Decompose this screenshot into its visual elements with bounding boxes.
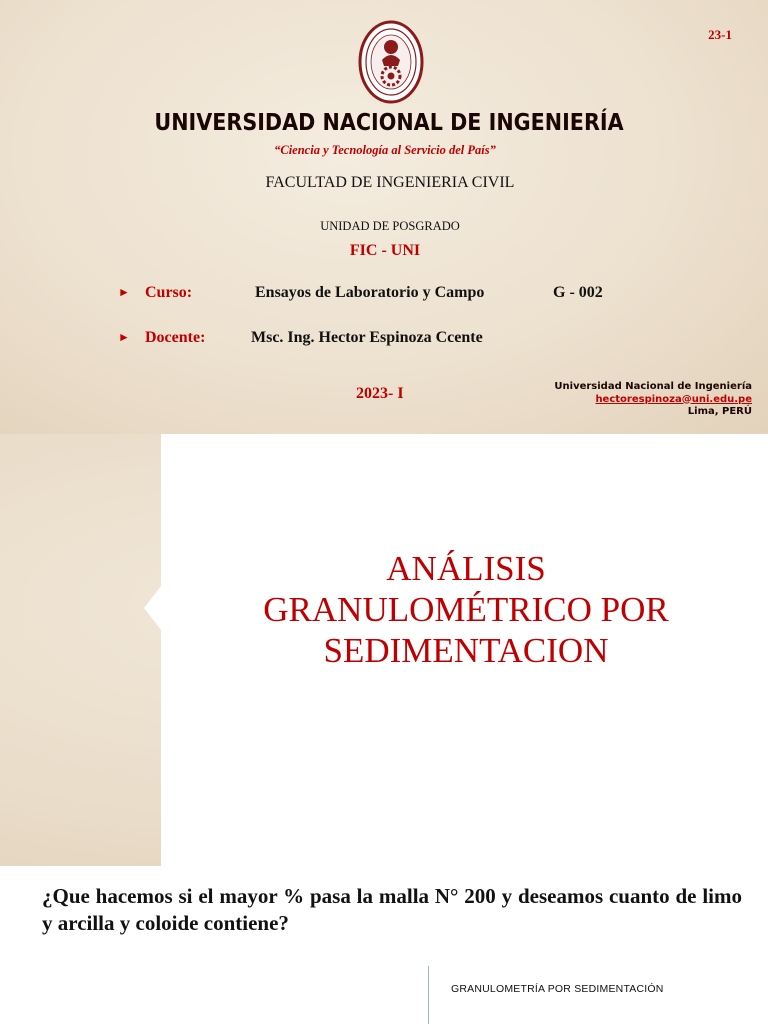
slide-title-line-1: ANÁLISIS <box>386 549 546 588</box>
slide-title-line-3: SEDIMENTACION <box>323 631 609 670</box>
slide-title <box>186 548 746 671</box>
cover-slide <box>0 0 768 434</box>
faculty-name: FACULTAD DE INGENIERIA CIVIL <box>265 174 515 191</box>
slide-title-line-2: GRANULOMÉTRICO POR <box>263 590 669 629</box>
course-group: G - 002 <box>553 284 603 301</box>
academic-year: 2023- I <box>356 385 404 402</box>
course-label: Curso: <box>145 284 193 301</box>
university-name: UNIVERSIDAD NACIONAL DE INGENIERÍA <box>154 110 624 136</box>
question-text: ¿Que hacemos si el mayor % pasa la malla N° 200 y deseamos cuanto de limo y arcilla y coloide contiene? <box>42 884 742 935</box>
course-value: Ensayos de Laboratorio y Campo <box>255 284 485 301</box>
bullet-arrow-icon: ► <box>118 285 130 299</box>
title-slide <box>0 434 768 866</box>
bullet-arrow-icon: ► <box>118 330 130 344</box>
question-slide <box>0 866 768 1024</box>
contact-block <box>554 381 752 419</box>
footer-label: GRANULOMETRÍA POR SEDIMENTACIÓN <box>451 983 664 995</box>
footer-divider <box>428 966 429 1024</box>
university-seal-icon <box>358 20 424 104</box>
program-name: FIC - UNI <box>349 242 421 259</box>
panel-notch <box>144 586 161 630</box>
contact-institution: Universidad Nacional de Ingeniería <box>554 381 752 392</box>
contact-email-link[interactable]: hectorespinoza@uni.edu.pe <box>595 393 752 405</box>
teacher-value: Msc. Ing. Hector Espinoza Ccente <box>251 329 483 346</box>
contact-location: Lima, PERÚ <box>687 406 752 417</box>
university-motto: “Ciencia y Tecnología al Servicio del País” <box>274 143 496 157</box>
slide-code: 23-1 <box>708 27 732 42</box>
unit-name: UNIDAD DE POSGRADO <box>320 219 460 233</box>
teacher-label: Docente: <box>145 329 206 346</box>
